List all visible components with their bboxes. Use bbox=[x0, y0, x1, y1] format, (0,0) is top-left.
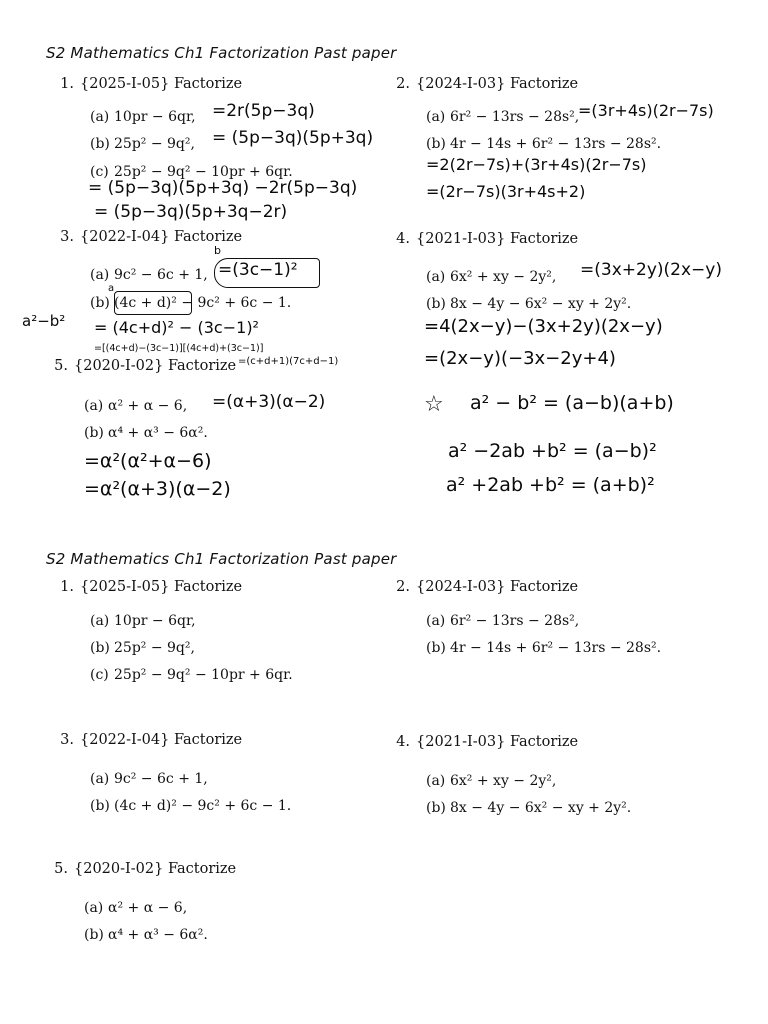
question-5-part-b-clean: (b) α⁴ + α³ − 6α². bbox=[84, 927, 208, 943]
question-1-part-a: (a) 10pr − 6qr, bbox=[90, 109, 196, 125]
question-3-part-b: (b) (4c + d)² − 9c² + 6c − 1. bbox=[90, 295, 292, 311]
question-3: 3. {2022-I-04} Factorize bbox=[60, 229, 243, 245]
handwritten-answer-2b-line1: =2(2r−7s)+(3r+4s)(2r−7s) bbox=[426, 155, 647, 174]
question-4-part-a-clean: (a) 6x² + xy − 2y², bbox=[426, 773, 557, 789]
handwritten-answer-1a: =2r(5p−3q) bbox=[212, 101, 315, 121]
handwritten-answer-1b: = (5p−3q)(5p+3q) bbox=[212, 128, 374, 148]
page-title-clean: S2 Mathematics Ch1 Factorization Past paper bbox=[46, 550, 397, 568]
side-note-difference-of-squares: a²−b² bbox=[22, 312, 66, 330]
question-5-part-a: (a) α² + α − 6, bbox=[84, 398, 188, 414]
question-1-part-a-clean: (a) 10pr − 6qr, bbox=[90, 613, 196, 629]
question-3-part-b-clean: (b) (4c + d)² − 9c² + 6c − 1. bbox=[90, 798, 292, 814]
star-icon: ☆ bbox=[424, 392, 444, 417]
question-4: 4. {2021-I-03} Factorize bbox=[396, 231, 579, 247]
handwritten-answer-1c-line2: = (5p−3q)(5p+3q−2r) bbox=[94, 202, 288, 222]
handwritten-answer-1c-line1: = (5p−3q)(5p+3q) −2r(5p−3q) bbox=[88, 178, 358, 198]
boxed-term bbox=[114, 291, 192, 315]
question-1-part-c: (c) 25p² − 9q² − 10pr + 6qr. bbox=[90, 164, 293, 180]
page-title: S2 Mathematics Ch1 Factorization Past paper bbox=[46, 44, 397, 62]
handwritten-answer-3a: =(3c−1)² bbox=[218, 260, 298, 280]
handwritten-answer-4b-line1: =4(2x−y)−(3x+2y)(2x−y) bbox=[424, 316, 663, 337]
question-5-part-a-clean: (a) α² + α − 6, bbox=[84, 900, 188, 916]
question-2-part-b: (b) 4r − 14s + 6r² − 13rs − 28s². bbox=[426, 136, 662, 152]
handwritten-answer-2b-line2: =(2r−7s)(3r+4s+2) bbox=[426, 182, 586, 201]
question-3-part-a: (a) 9c² − 6c + 1, bbox=[90, 267, 208, 283]
question-1-part-b: (b) 25p² − 9q², bbox=[90, 136, 195, 152]
question-1-part-b-clean: (b) 25p² − 9q², bbox=[90, 640, 195, 656]
question-2-part-a-clean: (a) 6r² − 13rs − 28s², bbox=[426, 613, 580, 629]
question-5-part-b: (b) α⁴ + α³ − 6α². bbox=[84, 425, 208, 441]
question-2: 2. {2024-I-03} Factorize bbox=[396, 76, 579, 92]
handwritten-answer-4a: =(3x+2y)(2x−y) bbox=[580, 260, 722, 280]
identity-square-of-difference: a² −2ab +b² = (a−b)² bbox=[448, 440, 657, 462]
handwritten-answer-5b-line1: =α²(α²+α−6) bbox=[84, 450, 212, 472]
annotation-a-mark: a bbox=[108, 283, 115, 294]
question-4-part-a: (a) 6x² + xy − 2y², bbox=[426, 269, 557, 285]
question-4-part-b: (b) 8x − 4y − 6x² − xy + 2y². bbox=[426, 296, 632, 312]
question-5: 5. {2020-I-02} Factorize bbox=[54, 358, 237, 374]
question-4-part-b-clean: (b) 8x − 4y − 6x² − xy + 2y². bbox=[426, 800, 632, 816]
question-2-clean: 2. {2024-I-03} Factorize bbox=[396, 579, 579, 595]
identity-difference-of-squares: a² − b² = (a−b)(a+b) bbox=[470, 392, 674, 414]
question-2-part-b-clean: (b) 4r − 14s + 6r² − 13rs − 28s². bbox=[426, 640, 662, 656]
clean-worksheet bbox=[0, 512, 768, 1024]
handwritten-answer-5b-line2: =α²(α+3)(α−2) bbox=[84, 478, 231, 500]
handwritten-answer-3b-line3: =(c+d+1)(7c+d−1) bbox=[238, 356, 339, 367]
handwritten-answer-5a: =(α+3)(α−2) bbox=[212, 392, 326, 412]
identity-square-of-sum: a² +2ab +b² = (a+b)² bbox=[446, 474, 655, 496]
question-4-clean: 4. {2021-I-03} Factorize bbox=[396, 734, 579, 750]
handwritten-answer-3b-line1: = (4c+d)² − (3c−1)² bbox=[94, 318, 259, 337]
question-2-part-a: (a) 6r² − 13rs − 28s², bbox=[426, 109, 580, 125]
question-1-clean: 1. {2025-I-05} Factorize bbox=[60, 579, 243, 595]
question-5-clean: 5. {2020-I-02} Factorize bbox=[54, 861, 237, 877]
question-3-part-a-clean: (a) 9c² − 6c + 1, bbox=[90, 771, 208, 787]
handwritten-answer-2a: =(3r+4s)(2r−7s) bbox=[578, 101, 714, 120]
question-3-clean: 3. {2022-I-04} Factorize bbox=[60, 732, 243, 748]
question-1-part-c-clean: (c) 25p² − 9q² − 10pr + 6qr. bbox=[90, 667, 293, 683]
handwritten-answer-3b-line2: =[(4c+d)−(3c−1)][(4c+d)+(3c−1)] bbox=[94, 343, 264, 354]
question-1: 1. {2025-I-05} Factorize bbox=[60, 76, 243, 92]
annotation-b-mark: b bbox=[214, 244, 221, 257]
handwritten-answer-4b-line2: =(2x−y)(−3x−2y+4) bbox=[424, 348, 616, 369]
